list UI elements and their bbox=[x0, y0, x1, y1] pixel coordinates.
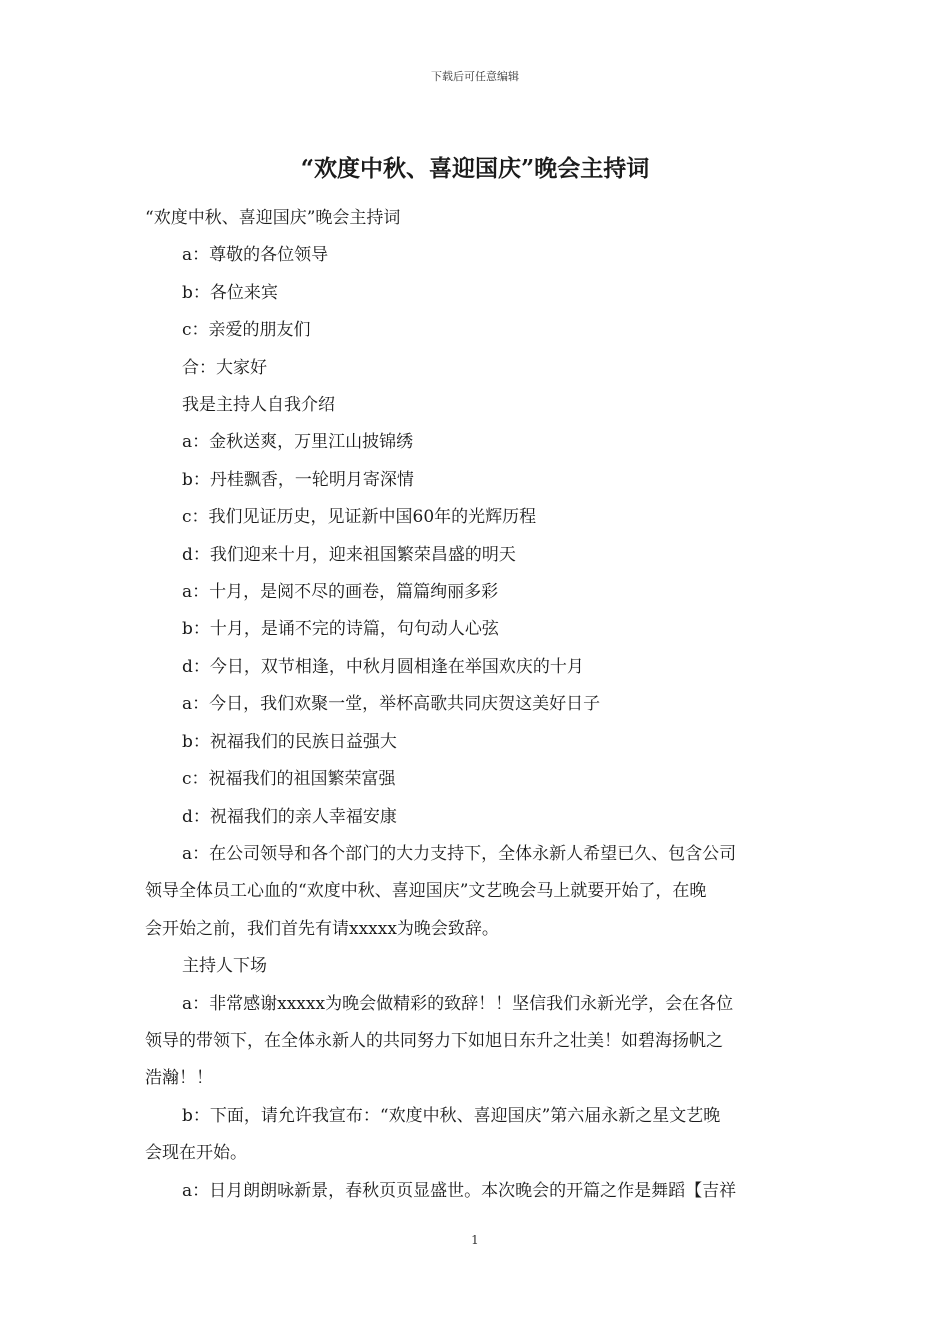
subtitle-line: “欢度中秋、喜迎国庆”晚会主持词 bbox=[145, 208, 401, 228]
paragraph-line: 领导全体员工心血的“欢度中秋、喜迎国庆”文艺晚会马上就要开始了，在晚 bbox=[145, 881, 707, 902]
header-note: 下载后可任意编辑 bbox=[431, 70, 519, 83]
script-line: c：我们见证历史，见证新中国60年的光辉历程 bbox=[182, 507, 537, 528]
paragraph-line: 领导的带领下，在全体永新人的共同努力下如旭日东升之壮美！如碧海扬帆之 bbox=[145, 1030, 723, 1051]
paragraph-line: 会开始之前，我们首先有请xxxxx为晚会致辞。 bbox=[145, 918, 499, 939]
paragraph-line: a：非常感谢xxxxx为晚会做精彩的致辞！！坚信我们永新光学，会在各位 bbox=[182, 993, 734, 1014]
script-line: a：今日，我们欢聚一堂，举杯高歌共同庆贺这美好日子 bbox=[182, 694, 601, 715]
paragraph-line: a：日月朗朗咏新景，春秋页页显盛世。本次晚会的开篇之作是舞蹈【吉祥 bbox=[182, 1180, 737, 1201]
script-line: d：今日，双节相逢，中秋月圆相逢在举国欢庆的十月 bbox=[182, 656, 584, 677]
script-line: b：丹桂飘香，一轮明月寄深情 bbox=[182, 469, 414, 490]
paragraph-line: a：在公司领导和各个部门的大力支持下，全体永新人希望已久、包含公司 bbox=[182, 843, 737, 864]
script-line: a：十月，是阅不尽的画卷，篇篇绚丽多彩 bbox=[182, 582, 499, 603]
script-line: c：亲爱的朋友们 bbox=[182, 320, 311, 341]
script-line: a：尊敬的各位领导 bbox=[182, 245, 329, 266]
paragraph-line: b：下面，请允许我宣布：“欢度中秋、喜迎国庆”第六届永新之星文艺晚 bbox=[182, 1105, 721, 1126]
script-line: 我是主持人自我介绍 bbox=[182, 395, 335, 416]
script-line: 合：大家好 bbox=[182, 357, 267, 378]
paragraph-line: 会现在开始。 bbox=[145, 1143, 247, 1164]
script-line: a：金秋送爽，万里江山披锦绣 bbox=[182, 432, 414, 453]
script-line: d：祝福我们的亲人幸福安康 bbox=[182, 806, 397, 827]
script-line: b：十月，是诵不完的诗篇，句句动人心弦 bbox=[182, 619, 499, 640]
document-title: “欢度中秋、喜迎国庆”晚会主持词 bbox=[300, 155, 650, 182]
paragraph-line: 浩瀚！！ bbox=[145, 1068, 213, 1089]
script-line: c：祝福我们的祖国繁荣富强 bbox=[182, 769, 396, 790]
script-line: 主持人下场 bbox=[182, 956, 267, 977]
script-line: b：祝福我们的民族日益强大 bbox=[182, 731, 397, 752]
page-number: 1 bbox=[471, 1233, 479, 1247]
document-body bbox=[145, 200, 805, 1210]
script-line: d：我们迎来十月，迎来祖国繁荣昌盛的明天 bbox=[182, 544, 516, 565]
script-line: b：各位来宾 bbox=[182, 282, 278, 303]
